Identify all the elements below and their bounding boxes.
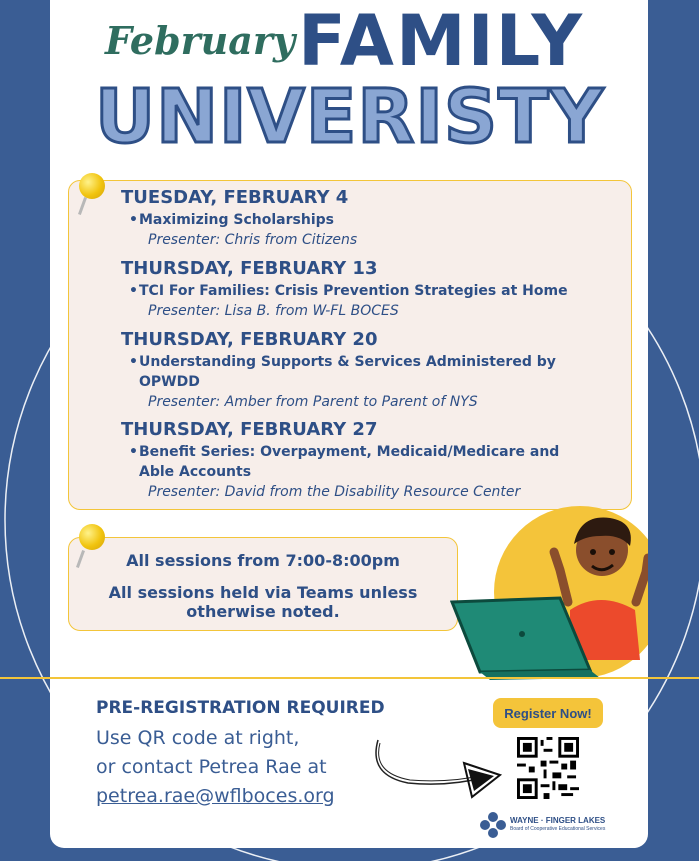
pushpin-stem bbox=[78, 197, 87, 215]
schedule-presenter-2: Presenter: Lisa B. from W-FL BOCES bbox=[148, 303, 399, 319]
qr-code-icon[interactable] bbox=[517, 737, 579, 799]
title-university: UNIVERISTY bbox=[95, 74, 605, 160]
schedule-box bbox=[68, 180, 632, 510]
logo-subtitle: Board of Cooperative Educational Services bbox=[510, 826, 606, 832]
pushpin-icon bbox=[79, 173, 105, 199]
kid-laptop-illustration bbox=[450, 510, 648, 680]
schedule-day-1: TUESDAY, FEBRUARY 4 bbox=[121, 187, 349, 208]
register-now-button[interactable]: Register Now! bbox=[493, 698, 603, 728]
schedule-presenter-4: Presenter: David from the Disability Resource Center bbox=[148, 484, 521, 500]
schedule-day-2: THURSDAY, FEBRUARY 13 bbox=[121, 258, 378, 279]
sessions-time: All sessions from 7:00-8:00pm bbox=[126, 551, 400, 570]
registration-line-2: or contact Petrea Rae at bbox=[96, 756, 327, 778]
flyer-card bbox=[50, 0, 648, 848]
schedule-presenter-1: Presenter: Chris from Citizens bbox=[148, 232, 358, 248]
schedule-day-4: THURSDAY, FEBRUARY 27 bbox=[121, 419, 378, 440]
registration-email-link[interactable]: petrea.rae@wflboces.org bbox=[96, 785, 335, 807]
pushpin-icon bbox=[79, 524, 105, 550]
schedule-presenter-3: Presenter: Amber from Parent to Parent of NYS bbox=[148, 394, 478, 410]
section-divider bbox=[0, 677, 699, 679]
title-block bbox=[50, 0, 648, 170]
schedule-title-1: • Maximizing Scholarships bbox=[129, 212, 334, 228]
logo-name: WAYNE · FINGER LAKES bbox=[510, 816, 606, 825]
title-family: FAMILY bbox=[298, 0, 585, 82]
registration-title: PRE-REGISTRATION REQUIRED bbox=[96, 698, 385, 718]
schedule-title-2: • TCI For Families: Crisis Prevention Strategies at Home bbox=[129, 283, 568, 299]
boces-logo-icon bbox=[480, 812, 506, 838]
schedule-title-3: • Understanding Supports & Services Administered by OPWDD bbox=[129, 354, 556, 390]
arrow-icon bbox=[368, 735, 508, 805]
sessions-box bbox=[68, 537, 458, 631]
title-month: February bbox=[105, 18, 296, 63]
sessions-platform-1: All sessions held via Teams unless bbox=[108, 583, 418, 602]
schedule-day-3: THURSDAY, FEBRUARY 20 bbox=[121, 329, 378, 350]
sessions-platform-2: otherwise noted. bbox=[186, 602, 340, 621]
registration-line-1: Use QR code at right, bbox=[96, 727, 300, 749]
schedule-title-4: • Benefit Series: Overpayment, Medicaid/Medicare and Able Accounts bbox=[129, 444, 560, 480]
